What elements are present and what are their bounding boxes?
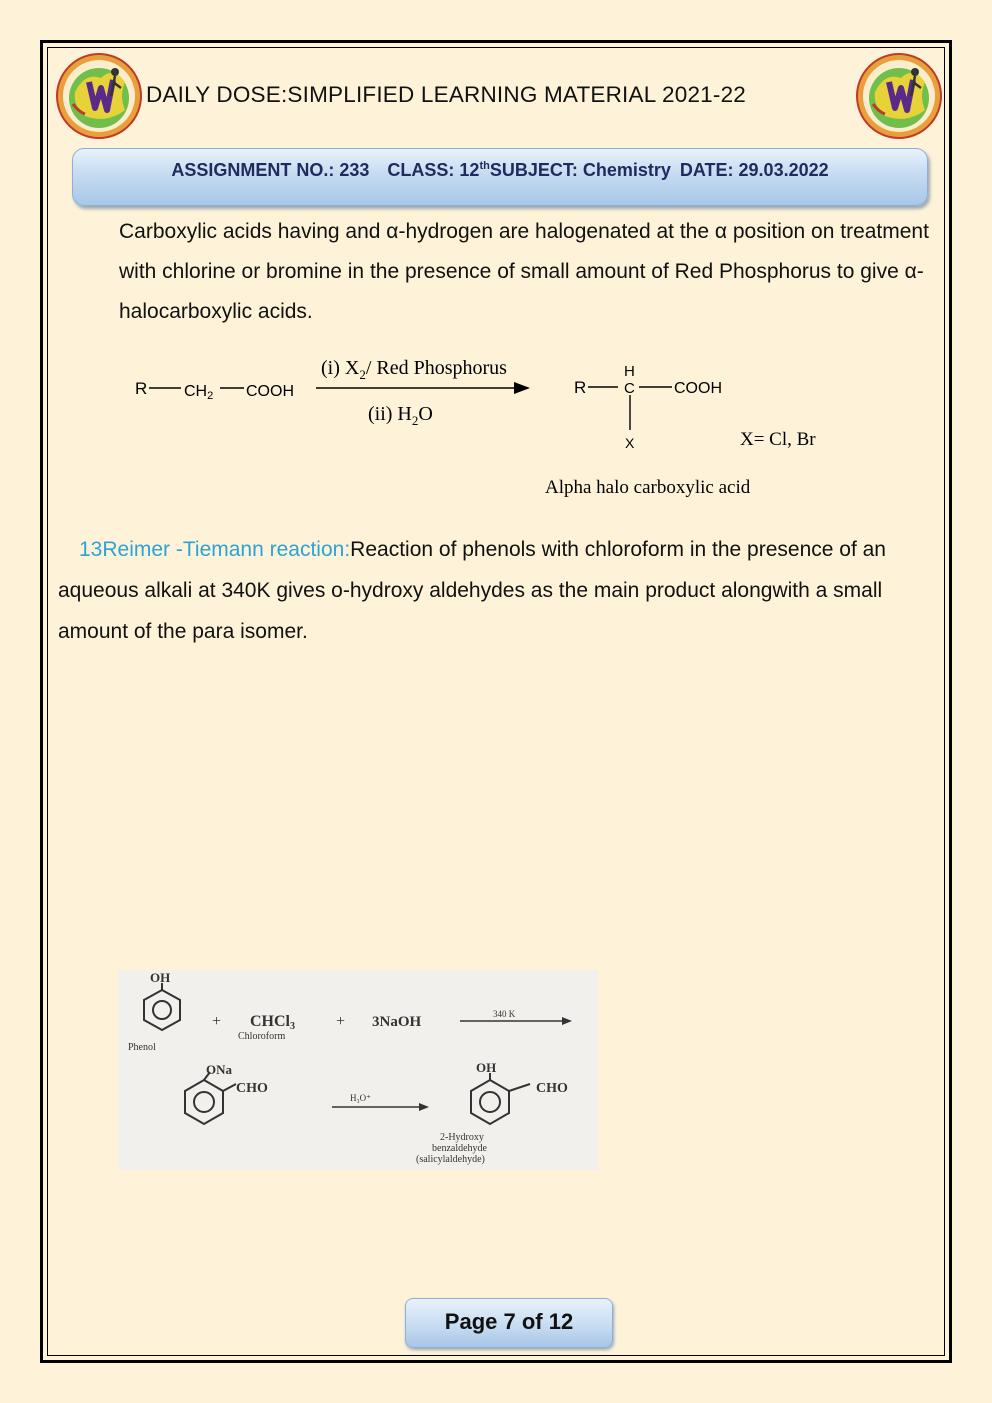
acid-label: H₃O⁺ <box>350 1093 371 1103</box>
reagent-step2: (ii) $H_2O$ <box>368 403 433 428</box>
assignment-info <box>73 160 927 181</box>
product-caption: Alpha halo carboxylic acid <box>545 477 751 498</box>
product-h: H <box>624 363 635 380</box>
reagent-step1: (i) $X_2/$ Red Phosphorus <box>321 357 507 382</box>
section-heading: 13Reimer -Tiemann reaction: <box>79 538 351 561</box>
ona-group: ONa <box>206 1062 232 1077</box>
chloroform-label: Chloroform <box>238 1031 286 1042</box>
phenol-ring-circle <box>153 1001 171 1019</box>
alpha-halogenation-paragraph: Carboxylic acids having and α-hydrogen are halogenated at the α position on treatment with chlorine or bromine in the presence of small amount of Red Phosphorus to give α-halocarboxylic acids. <box>119 220 929 323</box>
page-number: Page 7 of 12 <box>444 1309 574 1334</box>
product-name-3: (salicylaldehyde) <box>416 1154 485 1165</box>
product-cho: CHO <box>536 1081 568 1096</box>
temperature-label: 340 K <box>493 1009 516 1019</box>
halogen-note: X= Cl, Br <box>740 429 816 450</box>
reactant-r: R <box>135 379 148 398</box>
product-c: C <box>624 380 635 397</box>
reimer-tiemann-reaction-diagram <box>118 970 598 1170</box>
reimer-tiemann-paragraph <box>58 529 918 652</box>
reactant-ch2: CH2 <box>184 383 214 402</box>
phenoxide-ring <box>185 1080 223 1124</box>
page-title: DAILY DOSE:SIMPLIFIED LEARNING MATERIAL 2021-22 <box>146 82 747 107</box>
naoh-formula: 3NaOH <box>372 1014 422 1030</box>
subject-label: SUBJECT: Chemistry <box>489 160 671 180</box>
date-label: DATE: 29.03.2022 <box>679 160 829 180</box>
product-oh: OH <box>476 1060 497 1075</box>
assignment-number: ASSIGNMENT NO.: 233 <box>171 160 370 180</box>
chloroform-formula: CHCl3 <box>250 1013 295 1032</box>
salicylaldehyde-ring <box>471 1080 509 1124</box>
product-r: R <box>574 378 587 397</box>
phenol-label: Phenol <box>128 1042 156 1053</box>
reactant-cooh: COOH <box>246 383 294 400</box>
phenol-oh: OH <box>150 970 171 985</box>
school-logo-right-icon <box>855 52 943 140</box>
plus-sign: + <box>212 1013 222 1030</box>
phenol-ring <box>144 990 180 1030</box>
reaction-arrow-head <box>419 1103 429 1111</box>
product-name-1: 2-Hydroxy <box>440 1132 484 1143</box>
assignment-banner <box>72 148 928 206</box>
reaction-arrow-head <box>514 382 530 394</box>
product-x: X <box>625 435 635 451</box>
plus-sign: + <box>336 1013 346 1030</box>
school-logo-left-icon <box>55 52 143 140</box>
alpha-halogenation-reaction-diagram <box>118 338 838 508</box>
cho-group: CHO <box>236 1081 268 1096</box>
reaction-arrow-head <box>562 1017 572 1025</box>
product-cooh: COOH <box>674 380 722 397</box>
page-number-box <box>405 1298 613 1348</box>
reimer-tiemann-text: Reaction of phenols with chloroform in the presence of an aqueous alkali at 340K gives o-hydroxy aldehydes as the main product alongwith a small amount of the para isomer. <box>58 538 886 643</box>
class-label: CLASS: 12th <box>387 160 490 180</box>
product-name-2: benzaldehyde <box>432 1143 487 1154</box>
